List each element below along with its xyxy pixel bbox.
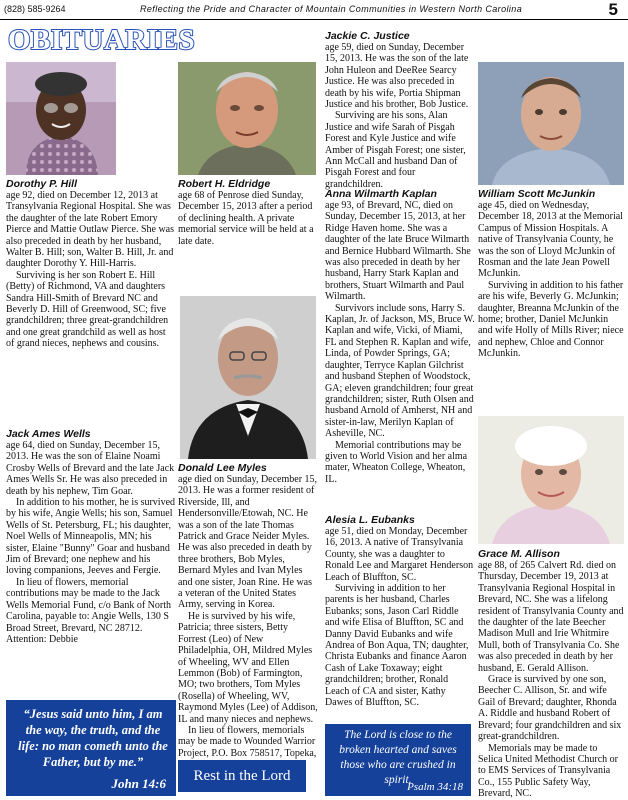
obit-name-donald-myles: Donald Lee Myles	[178, 462, 267, 474]
obit-paragraph: In addition to his mother, he is survived by his wife, Angie Wells; his son, Samuel Wells of St. Petersburg, FL; his daughter, Noel Wells of Minneapolis, MN; his sister, Elaine "Bunny" Goar and husband Jim of Brevard; one nephew and his loving companions, Jeeves and Fergie.	[6, 497, 176, 577]
obit-name-grace-allison: Grace M. Allison	[478, 548, 560, 560]
obit-name-dorothy-hill: Dorothy P. Hill	[6, 178, 77, 190]
grace-allison-photo	[478, 416, 624, 544]
verse-reference: Psalm 34:18	[407, 781, 463, 793]
page-number: 5	[608, 0, 618, 19]
verse-text: The Lord is close to the broken hearted and saves those who are crushed in spirit.	[339, 729, 457, 786]
obit-text-alesia-eubanks	[325, 526, 475, 709]
verse-text: “Jesus said unto him, I am the way, the truth, and the life: no man cometh unto the Father, but by me.”	[18, 707, 168, 769]
obit-paragraph: age died on Sunday, December 15, 2013. He was a former resident of Riverside, Ill, and Hendersonville/Etowah, NC. He was a son of the late Thomas Patrick and Grace Neider Myles. He was also preceded in death by three brothers, Bob Myles, Bernard Myles and Ivan Myles and one sister, Joan Rine. He was a veteran of the United States Army, serving in Korea.	[178, 474, 318, 611]
obit-text-anna-kaplan	[325, 200, 475, 485]
obit-paragraph: He is survived by his wife, Patricia; three sisters, Betty Forrest (Leo) of New Philadelphia, OH, Mildred Myles of Wheeling, WV and Ellen Lemmon (Bob) of Farmington, MO; two brothers, Tom Myles (Rosella) of Wheeling, WV, Raymond Myles (Lee) of Addison, IL and many nieces and nephews.	[178, 610, 318, 725]
verse-box-psalm-34-18	[325, 724, 471, 796]
obit-paragraph: age 92, died on December 12, 2013 at Transylvania Regional Hospital. She was the daughter of the late Robert Emory Pierce and Mattie Outlaw Pierce. She was also preceded in death by her husband, Walter B. Hill; son, Walter B. Hill, Jr. and daughter Dorothy Y. Hill-Harris.	[6, 190, 175, 270]
verse-reference: John 14:6	[111, 776, 166, 791]
robert-eldridge-photo	[178, 62, 316, 175]
obit-text-william-mcjunkin	[478, 200, 624, 360]
header-tagline: Reflecting the Pride and Character of Mountain Communities in Western North Carolina	[140, 4, 523, 14]
obit-text-jack-wells	[6, 440, 176, 645]
obit-paragraph: age 68 of Penrose died Sunday, December 15, 2013 after a period of declining health. A private memorial service will be held at a late date.	[178, 190, 314, 247]
obit-paragraph: Surviving in addition to her parents is her husband, Charles Eubanks; sons, Jason Carl Riddle and wife Elisa of Bluffton, SC and Danny David Eubanks and wife Andrea of Bon Aqua, TN; daughter, Christa Eubanks and finance Aaron Cash of Lake Toxaway; eight grandchildren; brother, Ronald Leach of CA and sister, Kathy Dawes of Bluffton, SC.	[325, 583, 469, 709]
obit-paragraph: age 45, died on Wednesday, December 18, 2013 at the Memorial Campus of Mission Hospitals. A native of Transylvania County, he was the son of Lloyd McJunkin of Rosman and the late Jean Powell McJunkin.	[478, 200, 623, 280]
obit-paragraph: Surviving are his sons, Alan Justice and wife Sarah of Pisgah Forest and Kyle Justice and wife Amber of Pisgah Forest; one sister, Ann McCall and husband Dan of Pisgah Forest and four grandchildren.	[325, 110, 466, 190]
obit-paragraph: age 93, of Brevard, NC, died on Sunday, December 15, 2013, at her Ridge Haven home. She was a daughter of the late Bruce Wilmarth and Bernice Hubbard Wilmarth. She was also preceded in death by her husband, Harry Stark Kaplan and brothers, Stuart Wilmarth and Paul Wilmarth.	[325, 200, 471, 303]
header-phone: (828) 585-9264	[4, 4, 66, 14]
obit-paragraph: age 59, died on Sunday, December 15, 2013. He was the son of the late John Huleon and DeeRee Searcy Justice. He was also preceded in death by his wife, Portia Shipman Justice and his brother, Bob Justice.	[325, 42, 469, 111]
obit-paragraph: Survivors include sons, Harry S. Kaplan, Jr. of Jackson, MS, Bruce W. Kaplan and wife, Vicki, of Miami, FL and Stephen R. Kaplan and wife, Linda, of Powder Springs, GA; daughter, Terryce Kaplan Gilchrist and husband Stephen of Woodstock, GA; eleven grandchildren; four great grandchildren; sister, Ruth Olsen and husband Arnold of Amherst, NH and sister-in-law, Merilyn Kaplan of Asheville, NC.	[325, 302, 475, 440]
obit-name-jack-wells: Jack Ames Wells	[6, 428, 91, 440]
obit-name-anna-kaplan: Anna Wilmarth Kaplan	[325, 188, 437, 200]
obit-name-william-mcjunkin: William Scott McJunkin	[478, 188, 596, 200]
donald-myles-photo	[180, 296, 316, 459]
obit-text-robert-eldridge	[178, 190, 318, 247]
obit-paragraph: Memorials may be made to Selica United Methodist Church or to EMS Services of Transylvania Co., 155 Public Safety Way, Brevard, NC.	[478, 742, 618, 800]
obit-name-jackie-justice: Jackie C. Justice	[325, 30, 410, 42]
william-mcjunkin-photo	[478, 62, 624, 185]
section-title: OBITUARIES	[8, 24, 196, 56]
obit-text-grace-allison	[478, 560, 624, 800]
obit-paragraph: age 88, of 265 Calvert Rd. died on Thursday, December 19, 2013 at Transylvania Regional Hospital in Brevard, NC. She was a lifelong resident of Transylvania County and the daughter of the late Beecher Madison Mull and Irie Whitmire Mull, both of Transylvania Co. She was also preceded in death by her husband, E. Gerald Allison.	[478, 560, 624, 674]
obit-paragraph: Memorial contributions may be given to World Vision and her alma mater, Wheaton College, Wheaton, IL.	[325, 439, 468, 485]
obit-text-dorothy-hill	[6, 190, 176, 350]
obit-text-jackie-justice	[325, 42, 475, 190]
obit-text-donald-myles	[178, 474, 318, 771]
obit-paragraph: Grace is survived by one son, Beecher C. Allison, Sr. and wife Gail of Brevard; daughter, Rhonda A. Riddle and husband Robert of Brevard; four grandchildren and six great-grandchildren.	[478, 674, 622, 743]
obit-paragraph: age 51, died on Monday, December 16, 2013. A native of Transylvania County, she was a daughter to Ronald Lee and Margaret Henderson Leach of Bluffton, SC.	[325, 526, 474, 583]
obit-paragraph: age 64, died on Sunday, December 15, 2013. He was the son of Elaine Noami Crosby Wells of Brevard and the late Jack Ames Wells Sr. He was also preceded in death by his nephew, Tim Goar.	[6, 440, 175, 497]
obit-name-alesia-eubanks: Alesia L. Eubanks	[325, 514, 415, 526]
page-header	[0, 0, 628, 20]
rest-in-the-lord-banner: Rest in the Lord	[178, 760, 306, 792]
obit-paragraph: Surviving is her son Robert E. Hill (Betty) of Richmond, VA and daughters Sandra Hill-Smith of Brevard NC and Beverly D. Hill of Greenwood, SC; five grandchildren; three great-grandchildren and one great grandchild as well as host of grand nieces, nephews and cousins.	[6, 269, 169, 350]
verse-box-john-14-6	[6, 700, 176, 796]
dorothy-hill-photo	[6, 62, 116, 175]
obit-name-robert-eldridge: Robert H. Eldridge	[178, 178, 271, 190]
obit-paragraph: In lieu of flowers, memorials may be made to Wounded Warrior Project, P.O. Box 758517, Topeka,	[178, 724, 317, 759]
obit-paragraph: In lieu of flowers, memorial contributions may be made to the Jack Wells Memorial Fund, c/o Bank of North Carolina, payable to: Angie Wells, 130 S Broad Street, Brevard, NC 28712. Attention: Debbie	[6, 576, 172, 645]
obit-paragraph: Surviving in addition to his father are his wife, Beverly G. McJunkin; daughter, Breanna McJunkin of the home; brother, Daniel McJunkin and wife Holly of Mills River; niece and nephew, Chloe and Connor McJunkin.	[478, 279, 624, 360]
